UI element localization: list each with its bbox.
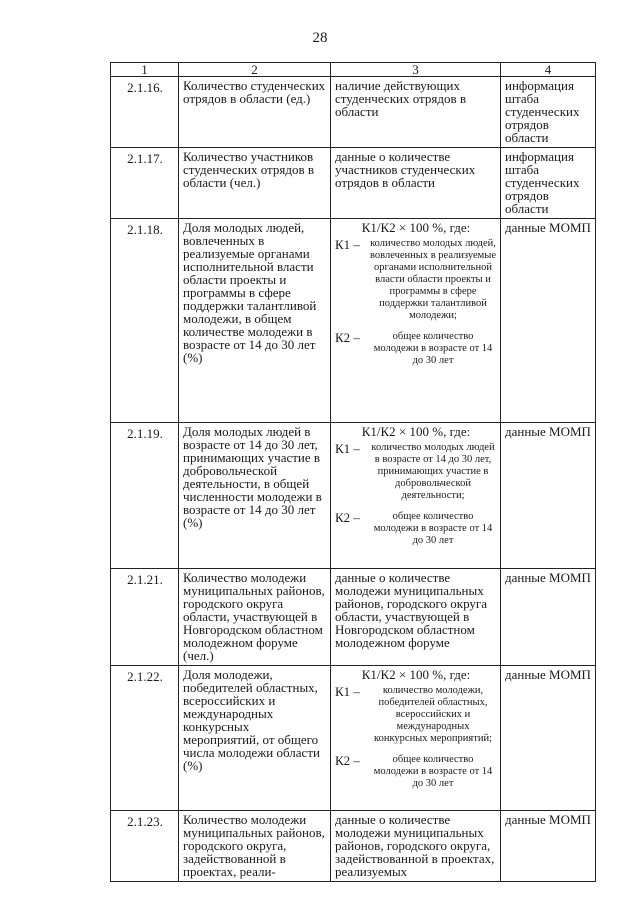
calculation-method [331, 423, 501, 569]
calculation-method: наличие действующих студенческих отрядов в области [331, 77, 501, 148]
formula-term-k1 [335, 442, 497, 502]
row-number: 2.1.18. [111, 219, 179, 423]
indicator-name: Количество студенческих отрядов в области (ед.) [179, 77, 331, 148]
calculation-method: данные о количестве молодежи муниципальных районов, городского округа области, участвующей в Новгородском областном молодежном форуме [331, 569, 501, 666]
term-definition: общее количество молодежи в возрасте от 14 до 30 лет [373, 511, 493, 546]
data-source: данные МОМП [501, 219, 596, 423]
indicators-table [110, 62, 596, 882]
indicator-name: Доля молодежи, победителей областных, всероссийских и международных конкурсных мероприятий, от общего числа молодежи области (%) [179, 666, 331, 811]
table-row [111, 77, 596, 148]
term-definition: общее количество молодежи в возрасте от 14 до 30 лет [373, 331, 493, 366]
calculation-method [331, 666, 501, 811]
row-number: 2.1.16. [111, 77, 179, 148]
row-number: 2.1.17. [111, 148, 179, 219]
formula: К1/К2 × 100 %, где: [361, 667, 471, 682]
row-number: 2.1.22. [111, 666, 179, 811]
table-row [111, 219, 596, 423]
data-source: информация штаба студенческих отрядов области [501, 148, 596, 219]
header-cell: 3 [331, 63, 501, 77]
data-source: данные МОМП [501, 569, 596, 666]
table-header-row [111, 63, 596, 77]
term-label: К2 – [335, 753, 360, 768]
row-number: 2.1.23. [111, 811, 179, 882]
table-row [111, 569, 596, 666]
indicator-name: Количество участников студенческих отрядов в области (чел.) [179, 148, 331, 219]
formula-term-k1 [335, 238, 497, 322]
formula-term-k2 [335, 754, 497, 790]
term-definition: количество молодых людей, вовлеченных в реализуемые органами исполнительной власти области проекты и программы в сфере поддержки талантливой молодежи; [370, 238, 496, 321]
row-number: 2.1.21. [111, 569, 179, 666]
page-number: 28 [312, 30, 328, 46]
term-label: К1 – [335, 237, 360, 252]
indicator-name: Доля молодых людей в возрасте от 14 до 30 лет, принимающих участие в добровольческой деятельности, в общей численности молодежи в возрасте от 14 до 30 лет (%) [179, 423, 331, 569]
indicator-name: Количество молодежи муниципальных районов, городского округа, задействованной в проектах, реали- [179, 811, 331, 882]
data-source: данные МОМП [501, 666, 596, 811]
formula: К1/К2 × 100 %, где: [361, 220, 471, 235]
data-source: информация штаба студенческих отрядов области [501, 77, 596, 148]
term-label: К2 – [335, 510, 360, 525]
formula-term-k1 [335, 685, 497, 745]
header-cell: 1 [111, 63, 179, 77]
calculation-method [331, 219, 501, 423]
table-row [111, 811, 596, 882]
table-row [111, 423, 596, 569]
term-definition: общее количество молодежи в возрасте от 14 до 30 лет [373, 754, 493, 789]
data-source: данные МОМП [501, 423, 596, 569]
formula: К1/К2 × 100 %, где: [361, 424, 471, 439]
calculation-method: данные о количестве участников студенческих отрядов в области [331, 148, 501, 219]
data-source: данные МОМП [501, 811, 596, 882]
table-row [111, 666, 596, 811]
term-label: К1 – [335, 441, 360, 456]
formula-term-k2 [335, 331, 497, 367]
term-label: К2 – [335, 330, 360, 345]
row-number: 2.1.19. [111, 423, 179, 569]
term-label: К1 – [335, 684, 360, 699]
calculation-method: данные о количестве молодежи муниципальных районов, городского округа, задействованной в проектах, реализуемых [331, 811, 501, 882]
term-definition: количество молодежи, победителей областных, всероссийских и международных конкурсных мероприятий; [374, 685, 492, 744]
indicator-name: Доля молодых людей, вовлеченных в реализуемые органами исполнительной власти области проекты и программы в сфере поддержки талантливой молодежи, в общем количестве молодежи в возрасте от 14 до 30 лет (%) [179, 219, 331, 423]
formula-term-k2 [335, 511, 497, 547]
term-definition: количество молодых людей в возрасте от 14 до 30 лет, принимающих участие в добровольческой деятельности; [371, 442, 495, 501]
table-row [111, 148, 596, 219]
header-cell: 2 [179, 63, 331, 77]
header-cell: 4 [501, 63, 596, 77]
indicator-name: Количество молодежи муниципальных районов, городского округа области, участвующей в Новгородском областном молодежном форуме (чел.) [179, 569, 331, 666]
